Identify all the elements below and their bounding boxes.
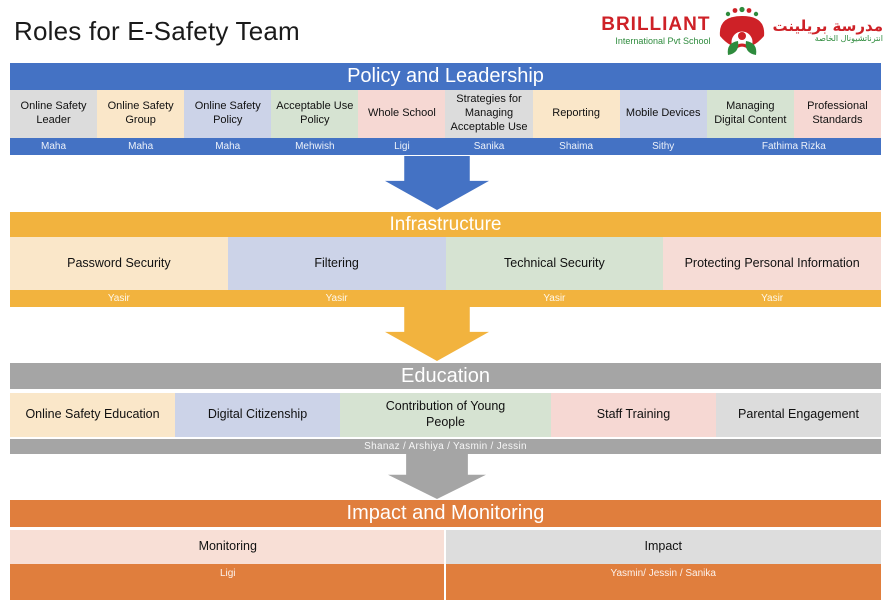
logo-arabic-subtitle: انترناتشيونال الخاصة xyxy=(814,33,883,43)
flower-icon xyxy=(715,6,767,56)
infra-cell-password-security: Password Security xyxy=(10,237,228,290)
logo-english-block xyxy=(601,15,710,46)
policy-band-header: Policy and Leadership xyxy=(10,63,881,90)
infra-cell-filtering: Filtering xyxy=(228,237,446,290)
policy-name: Maha xyxy=(128,141,154,152)
infra-name: Yasir xyxy=(325,293,348,304)
down-arrow-icon xyxy=(388,454,486,499)
policy-cells-row xyxy=(10,90,881,138)
impact-cell-impact: Impact xyxy=(446,530,882,564)
education-cells-row xyxy=(10,393,881,437)
logo-arabic-text: مدرسة بريلينت xyxy=(772,17,883,36)
infra-cell-technical-security: Technical Security xyxy=(446,237,664,290)
logo-brand-text: BRILLIANT xyxy=(601,14,711,36)
education-band-header: Education xyxy=(10,363,881,389)
policy-name: Mehwish xyxy=(295,141,335,152)
impact-band-header: Impact and Monitoring xyxy=(10,500,881,527)
education-names-row xyxy=(10,439,881,454)
infrastructure-names-row xyxy=(10,290,881,307)
infra-name: Yasir xyxy=(543,293,566,304)
infrastructure-cells-row xyxy=(10,237,881,290)
down-arrow-icon xyxy=(385,156,489,210)
policy-name: Maha xyxy=(41,141,67,152)
impact-name: Ligi xyxy=(219,568,236,579)
edu-cell-digital-citizenship: Digital Citizenship xyxy=(175,393,340,437)
infra-cell-protecting-personal-information: Protecting Personal Information xyxy=(663,237,881,290)
policy-cell-online-safety-group: Online Safety Group xyxy=(97,90,184,138)
school-logo xyxy=(601,5,883,57)
policy-cell-online-safety-leader: Online Safety Leader xyxy=(10,90,97,138)
logo-arabic-block xyxy=(772,18,883,43)
policy-name: Fathima Rizka xyxy=(761,141,826,152)
policy-name: Sithy xyxy=(652,141,675,152)
policy-cell-whole-school: Whole School xyxy=(358,90,445,138)
infra-name: Yasir xyxy=(107,293,130,304)
policy-names-row xyxy=(10,138,881,155)
logo-brand-subtitle: International Pvt School xyxy=(615,36,711,47)
edu-cell-parental-engagement: Parental Engagement xyxy=(716,393,881,437)
impact-column-divider xyxy=(444,530,446,600)
impact-cell-monitoring: Monitoring xyxy=(10,530,446,564)
policy-cell-acceptable-use-policy: Acceptable Use Policy xyxy=(271,90,358,138)
down-arrow-icon xyxy=(385,307,489,361)
policy-cell-strategies: Strategies for Managing Acceptable Use xyxy=(445,90,532,138)
infrastructure-band-header: Infrastructure xyxy=(10,212,881,237)
policy-name: Shaima xyxy=(559,141,594,152)
policy-cell-professional-standards: Professional Standards xyxy=(794,90,881,138)
policy-cell-reporting: Reporting xyxy=(533,90,620,138)
policy-cell-managing-digital-content: Managing Digital Content xyxy=(707,90,794,138)
page-title: Roles for E-Safety Team xyxy=(14,16,300,46)
edu-cell-contribution-of-young-people: Contribution of Young People xyxy=(340,393,551,437)
edu-cell-staff-training: Staff Training xyxy=(551,393,716,437)
policy-cell-mobile-devices: Mobile Devices xyxy=(620,90,707,138)
infra-name: Yasir xyxy=(761,293,784,304)
edu-cell-online-safety-education: Online Safety Education xyxy=(10,393,175,437)
policy-cell-online-safety-policy: Online Safety Policy xyxy=(184,90,271,138)
policy-name: Ligi xyxy=(394,141,410,152)
education-names-line: Shanaz / Arshiya / Yasmin / Jessin xyxy=(364,441,527,452)
policy-name: Maha xyxy=(215,141,241,152)
policy-name: Sanika xyxy=(473,141,505,152)
impact-name: Yasmin/ Jessin / Sanika xyxy=(610,568,716,579)
